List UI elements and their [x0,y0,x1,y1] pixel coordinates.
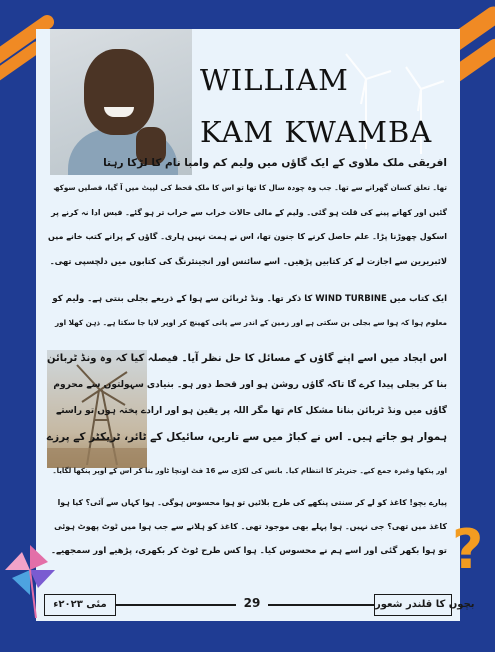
paragraph-line: کاغذ میں تھی؟ جی نہیں۔ ہوا پہلے بھی موجود تھی۔ کاغذ کو ہلانے سے جب ہوا میں ٹوٹ پھوٹ ہوئی [54,522,447,531]
paragraph-line: لائبریرین سے اجازت لے کر کتابیں پڑھیں۔ اسے سائنس اور انجینئرنگ کی کتابوں میں دلچسپی تھی۔ [49,256,447,266]
question-mark-decoration: ? [452,518,484,581]
paragraph-line: تو ہوا بکھر گئی اور اسے ہم نے محسوس کیا۔ ہوا کس طرح ٹوٹ کر بکھری، پڑھیے اور سمجھیے۔ [51,546,447,556]
article-title-line2: KAM KWAMBA [200,115,433,149]
paragraph-line: گاؤں میں ونڈ ٹربائن بنانا مشکل کام تھا مگر اللہ پر یقین ہو اور ارادے پختہ ہوں تو راستے [55,406,447,416]
paragraph-line: ہموار ہو جاتے ہیں۔ اس نے کباڑ میں سے تاریں، سائیکل کے ٹائر، ٹریکٹر کے پرزے [46,431,447,443]
paragraph-line: تھا۔ تعلق کسان گھرانے سے تھا۔ جب وہ چودہ سال کا تھا تو اس کا ملک قحط کی لپیٹ میں آ گیا، فصلیں سوکھ [53,183,447,192]
paragraph-line: معلوم ہوا کہ ہوا سے بجلی بن سکتی ہے اور زمین کے اندر سے پانی کھینچ کر اوپر لایا جا سکتا ہے۔ ذہن کھلا اور [54,318,447,327]
paragraph-line: اسکول چھوڑنا پڑا۔ علم حاصل کرنے کا جنون تھا، اس نے ہمت نہیں ہاری۔ گاؤں کے پرانے کتب خانے میں [48,232,447,241]
face-shape [84,49,154,135]
paragraph-line: اور پنکھا وغیرہ جمع کیے۔ جنریٹر کا انتظام کیا۔ بانس کی لکڑی سے 16 فٹ اونچا ٹاور بنا کر اس کے اوپر پنکھا لگایا۔ [52,467,447,475]
paragraph-line: ایک کتاب میں WIND TURBINE کا ذکر تھا۔ ونڈ ٹربائن سے ہوا کے ذریعے بجلی بنتی ہے۔ ولیم کو [52,294,447,304]
paragraph-line: پیارے بچو! کاغذ کو لے کر سنتی پنکھے کی طرح بلائیں تو ہوا محسوس ہوگی۔ ہوا کہاں سے آئی؟ کیا ہوا [57,498,447,507]
page-footer [44,594,475,616]
issue-date: مئی ۲۰۲۳ء [44,594,116,616]
paragraph-line: اس ایجاد میں اسے اپنے گاؤں کے مسائل کا حل نظر آیا۔ فیصلہ کیا کہ وہ ونڈ ٹربائن [46,353,447,364]
paragraph-line: بنا کر بجلی پیدا کرے گا تاکہ گاؤں روشن ہو اور قحط دور ہو۔ بنیادی سہولتوں سے محروم [53,380,447,390]
footer-divider [268,604,374,606]
page-number: 29 [240,596,264,610]
magazine-name: بچوں کا قلندر شعور [374,594,452,616]
article-title-line1: WILLIAM [200,63,349,97]
footer-divider [116,604,236,606]
paragraph-line: افریقی ملک ملاوی کے ایک گاؤں میں ولیم کم وامبا نام کا لڑکا رہتا [103,157,447,169]
paragraph-line: گئیں اور کھانے پینے کی قلت ہو گئی۔ ولیم کے مالی حالات خراب سے خراب تر ہو گئے۔ فیس ادا نہ کرنے پر [51,208,447,217]
